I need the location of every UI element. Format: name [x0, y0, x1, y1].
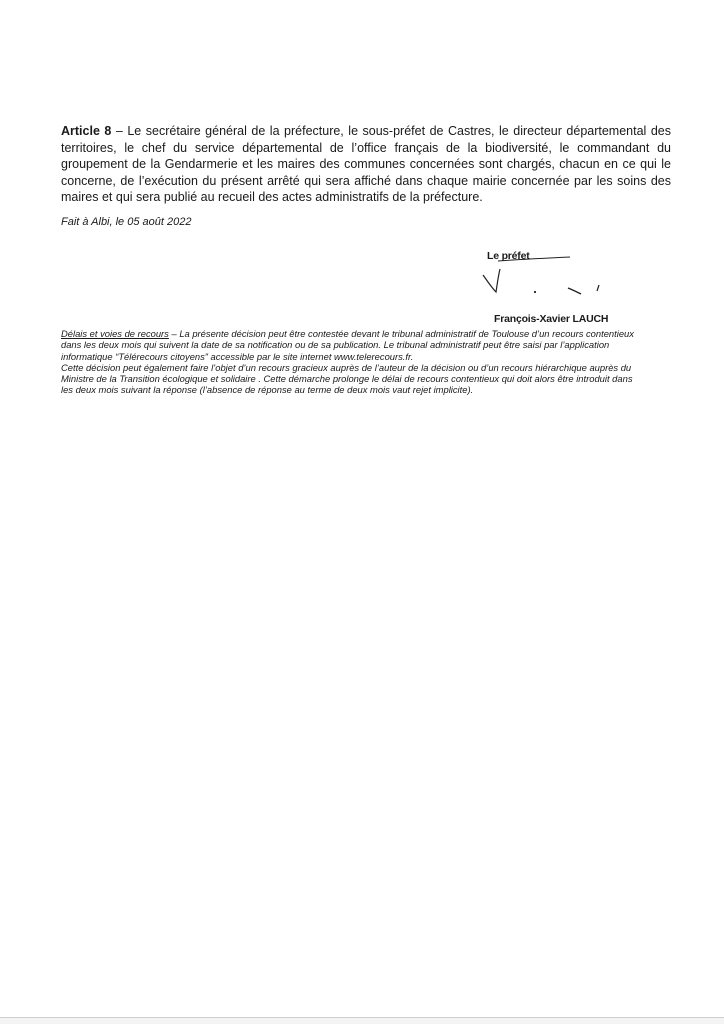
appeal-text-1: La présente décision peut être contestée devant le tribunal administratif de Toulouse d’un recours contentieux dans les deux mois qui suivent la date de sa notification ou de sa publication. Le tribunal administratif peut être saisi par l’application informatique “Télérecours citoyens” accessible par le site internet www.telerecours.fr. [61, 328, 634, 362]
scan-bottom-edge [0, 1017, 724, 1024]
article-title: Article 8 [61, 124, 112, 138]
appeal-notice [61, 328, 641, 396]
appeal-paragraph-1 [61, 328, 641, 362]
article-separator: – [111, 124, 128, 138]
place-and-date: Fait à Albi, le 05 août 2022 [61, 216, 192, 228]
appeal-heading: Délais et voies de recours [61, 328, 169, 339]
signatory-title: Le préfet [487, 250, 530, 262]
handwritten-signature [470, 255, 620, 305]
appeal-paragraph-2: Cette décision peut également faire l’objet d’un recours gracieux auprès de l’auteur de la décision ou d’un recours hiérarchique auprès du Ministre de la Transition écologique et solidaire . Cette démarche prolonge le délai de recours contentieux qui doit alors être introduit dans les deux mois suivant la réponse (l’absence de réponse au terme de deux mois vaut rejet implicite). [61, 361, 633, 396]
article-body: Le secrétaire général de la préfecture, le sous-préfet de Castres, le directeur départemental des territoires, le chef du service départemental de l’office français de la biodiversité, le commandant du groupement de la Gendarmerie et les maires des communes concernées sont chargés, chacun en ce qui le concerne, de l’exécution du présent arrêté qui sera affiché dans chaque mairie concernée par les soins des maires et qui sera publié au recueil des actes administratifs de la préfecture. [61, 124, 671, 204]
article-8 [61, 123, 671, 206]
appeal-separator: – [168, 328, 180, 339]
signatory-name: François-Xavier LAUCH [494, 313, 609, 325]
